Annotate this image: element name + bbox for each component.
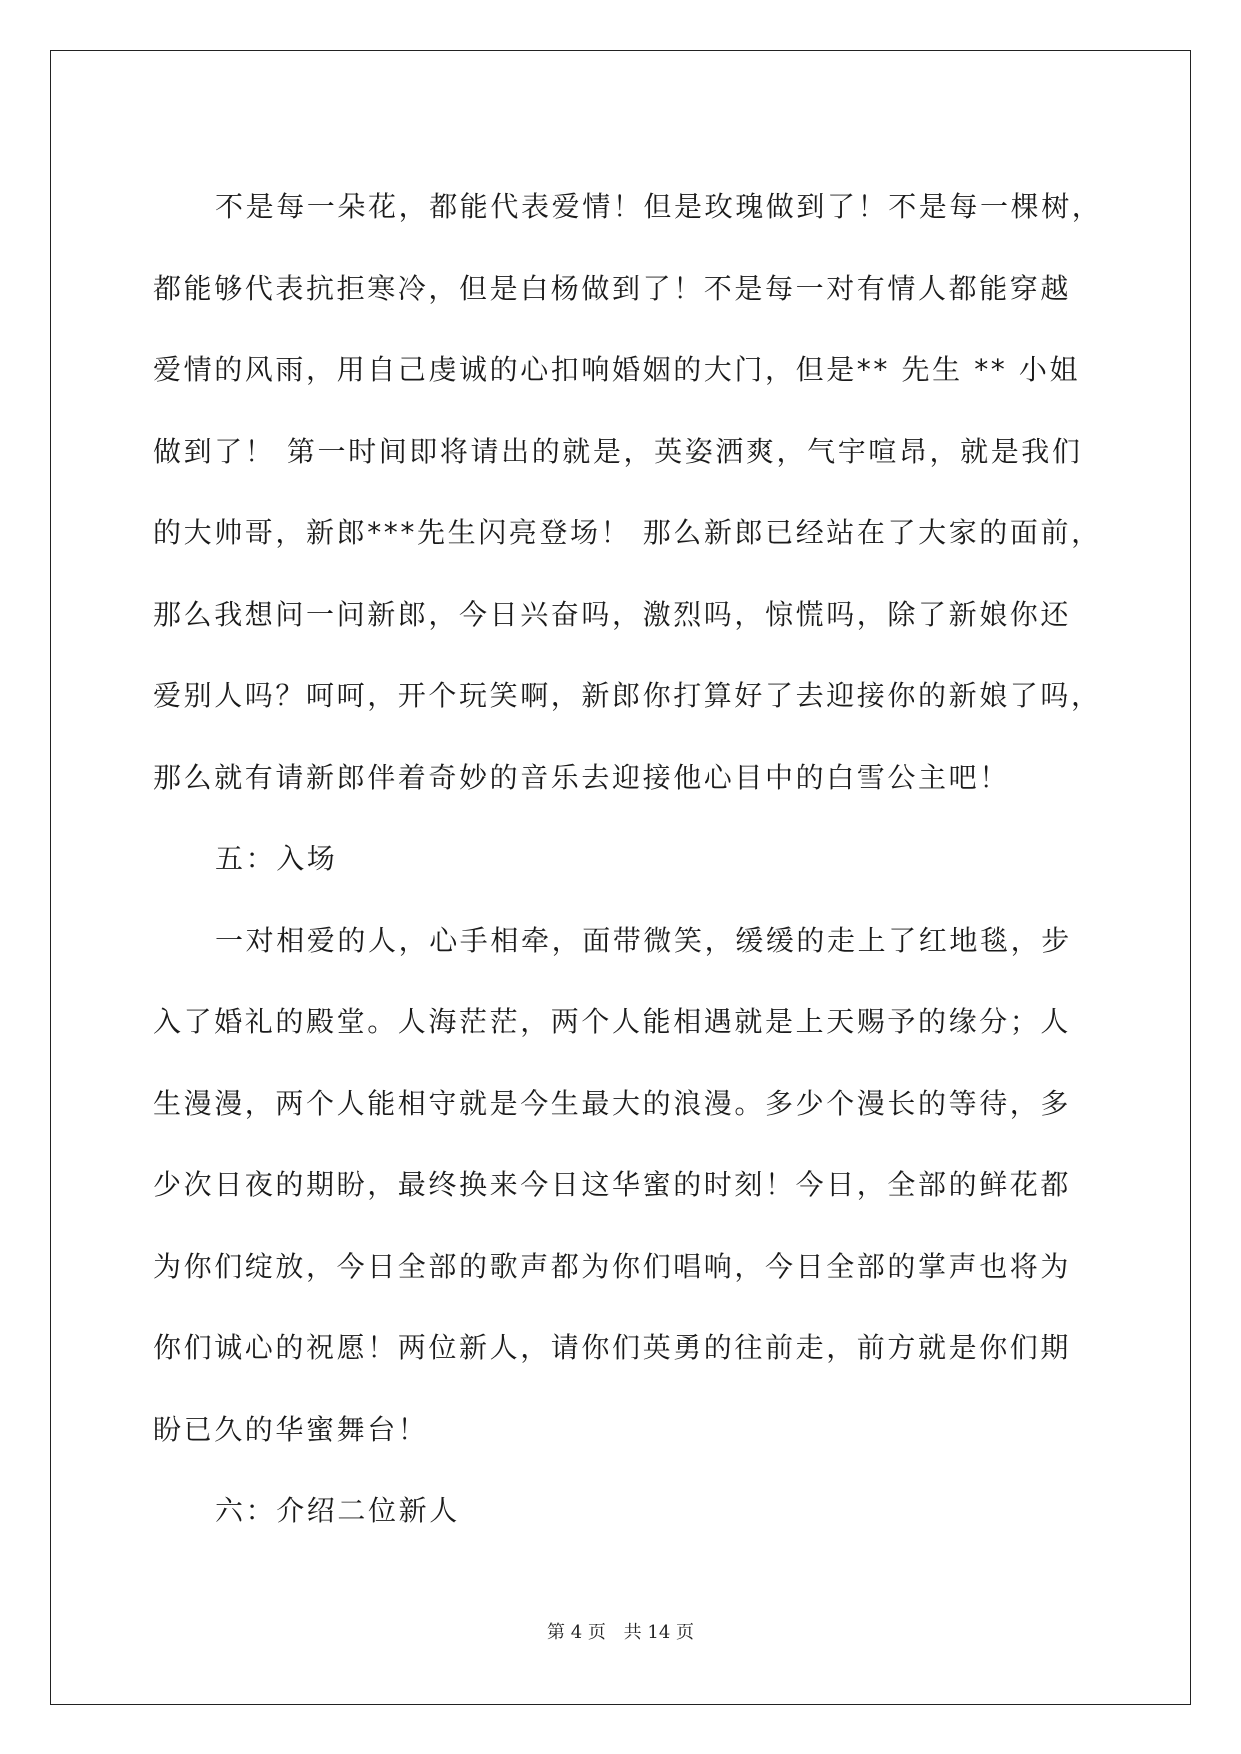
text-line: 不是每一朵花，都能代表爱情！但是玫瑰做到了！不是每一棵树，: [215, 190, 1103, 223]
text-line: 的大帅哥，新郎***先生闪亮登场！ 那么新郎已经站在了大家的面前，: [153, 516, 1102, 549]
page-total: 共 14 页: [623, 1622, 694, 1643]
paragraph-entrance: [153, 900, 1111, 1471]
paragraph-groom-intro: [153, 166, 1111, 818]
section-heading-introduce-couple: 六：介绍二位新人: [215, 1494, 460, 1527]
page-footer: [0, 1618, 1241, 1644]
text-line: 你们诚心的祝愿！两位新人，请你们英勇的往前走，前方就是你们期: [153, 1331, 1072, 1364]
text-line: 爱别人吗？呵呵，开个玩笑啊，新郎你打算好了去迎接你的新娘了吗，: [153, 679, 1102, 712]
page-number: 第 4 页: [547, 1622, 606, 1643]
text-line: 生漫漫，两个人能相守就是今生最大的浪漫。多少个漫长的等待，多: [153, 1086, 1072, 1120]
text-line: 少次日夜的期盼，最终换来今日这华蜜的时刻！今日，全部的鲜花都: [153, 1168, 1072, 1201]
text-line: 一对相爱的人，心手相牵，面带微笑，缓缓的走上了红地毯，步: [215, 923, 1072, 957]
text-line: 都能够代表抗拒寒冷，但是白杨做到了！不是每一对有情人都能穿越: [153, 271, 1072, 305]
text-line: 为你们绽放，今日全部的歌声都为你们唱响，今日全部的掌声也将为: [153, 1249, 1072, 1283]
text-line: 爱情的风雨，用自己虔诚的心扣响婚姻的大门，但是** 先生 ** 小姐: [153, 353, 1081, 386]
text-line: 那么就有请新郎伴着奇妙的音乐去迎接他心目中的白雪公主吧！: [153, 760, 1010, 794]
document-body: [153, 166, 1111, 1552]
text-line: 入了婚礼的殿堂。人海茫茫，两个人能相遇就是上天赐予的缘分；人: [153, 1005, 1072, 1038]
text-line: 那么我想问一问新郎，今日兴奋吗，激烈吗，惊慌吗，除了新娘你还: [153, 597, 1072, 631]
text-line: 盼已久的华蜜舞台！: [153, 1412, 429, 1446]
text-line: 做到了！ 第一时间即将请出的就是，英姿洒爽，气宇喧昂，就是我们: [153, 434, 1083, 468]
section-heading-entrance: 五：入场: [215, 842, 338, 875]
